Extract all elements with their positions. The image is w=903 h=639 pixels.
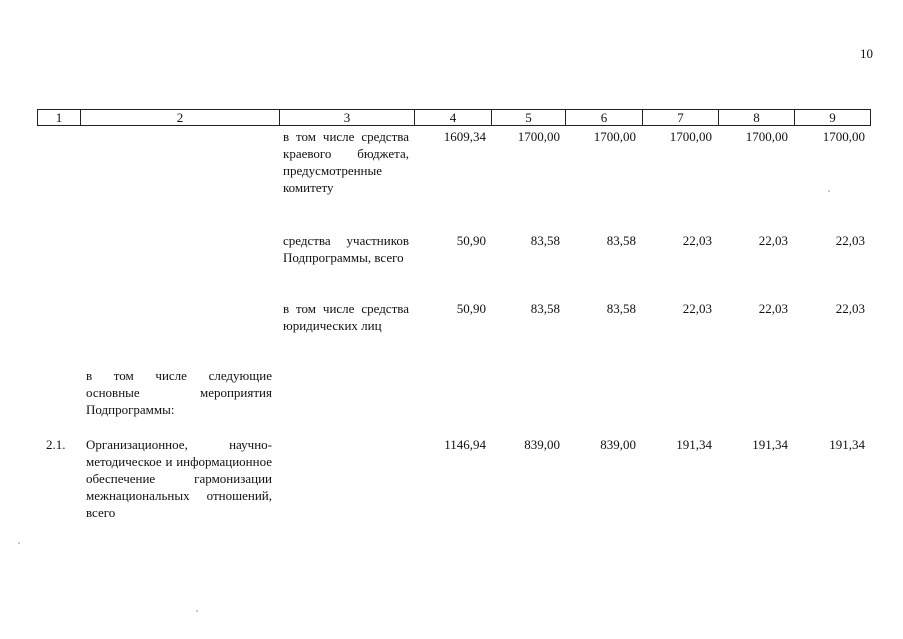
- header-col-1: 1: [38, 110, 81, 125]
- row-3-value-col9: 22,03: [835, 301, 865, 316]
- row-5-value-col8: 191,34: [752, 437, 788, 452]
- row-1-value-col4: 1609,34: [443, 129, 486, 144]
- row-5-value-col4: 1146,94: [444, 437, 486, 452]
- row-5-value-col5: 839,00: [524, 437, 560, 452]
- header-col-4: 4: [415, 110, 492, 125]
- row-1-value-col5: 1700,00: [517, 129, 560, 144]
- row-5-value-col6: 839,00: [600, 437, 636, 452]
- header-col-7: 7: [643, 110, 719, 125]
- header-col-5: 5: [492, 110, 566, 125]
- scan-speck: [18, 542, 20, 544]
- row-3-description: в том числе средства юридических лиц: [283, 301, 409, 333]
- row-5-value-col9: 191,34: [829, 437, 865, 452]
- row-2-description: средства участников Подпрограммы, всего: [283, 233, 409, 265]
- row-3-value-col6: 83,58: [606, 301, 636, 316]
- row-2-value-col4: 50,90: [456, 233, 486, 248]
- row-1-value-col6: 1700,00: [593, 129, 636, 144]
- row-3-value-col7: 22,03: [682, 301, 712, 316]
- row-3-value-col4: 50,90: [456, 301, 486, 316]
- row-1-value-col8: 1700,00: [745, 129, 788, 144]
- row-2-value-col8: 22,03: [758, 233, 788, 248]
- row-5-item-number: 2.1.: [46, 437, 66, 452]
- row-1-value-col9: 1700,00: [822, 129, 865, 144]
- row-2-value-col6: 83,58: [606, 233, 636, 248]
- row-5-value-col7: 191,34: [676, 437, 712, 452]
- header-col-3: 3: [280, 110, 415, 125]
- header-col-9: 9: [829, 110, 836, 125]
- row-1-description: в том числе средства краевого бюджета, предусмотренные комитету: [283, 129, 409, 195]
- row-5-item-name: Организационное, научно-методическое и информационное обеспечение гармонизации межнациональных отношений, всего: [86, 437, 272, 520]
- scan-speck: [196, 610, 198, 612]
- row-4-section-heading: в том числе следующие основные мероприятия Подпрограммы:: [86, 368, 272, 417]
- header-col-2: 2: [81, 110, 280, 125]
- row-2-value-col9: 22,03: [835, 233, 865, 248]
- row-2-value-col7: 22,03: [682, 233, 712, 248]
- header-col-6: 6: [566, 110, 643, 125]
- header-col-8: 8: [719, 110, 795, 125]
- row-1-value-col7: 1700,00: [669, 129, 712, 144]
- scan-speck: [828, 190, 830, 192]
- row-3-value-col8: 22,03: [758, 301, 788, 316]
- row-3-value-col5: 83,58: [530, 301, 560, 316]
- table-header-row: [37, 109, 871, 126]
- page-number: 10: [860, 46, 873, 61]
- row-2-value-col5: 83,58: [530, 233, 560, 248]
